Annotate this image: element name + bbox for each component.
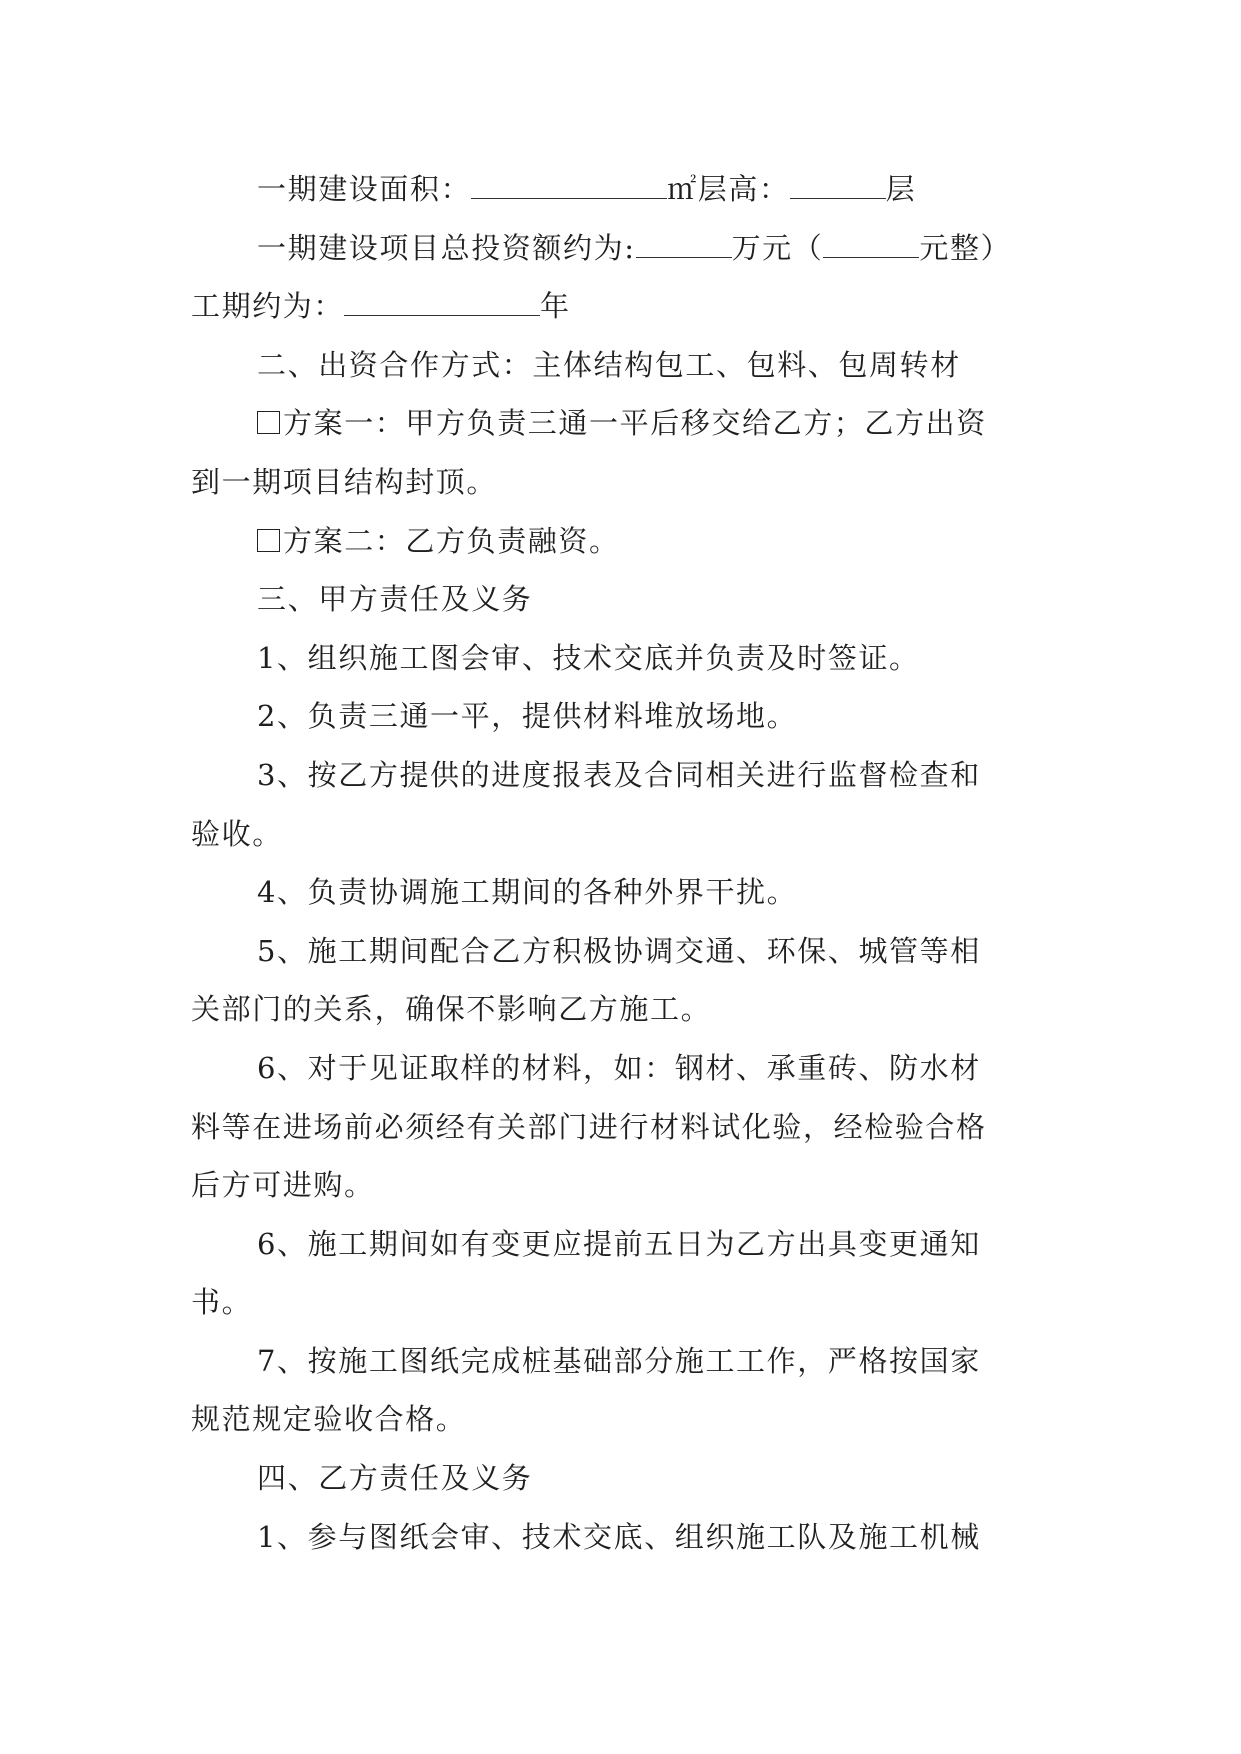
investment-label: 一期建设项目总投资额约为: [257, 230, 636, 265]
party-a-item-6b-continuation: 书。 [191, 1285, 253, 1320]
party-a-item-6-continuation-2: 后方可进购。 [191, 1168, 375, 1203]
option-1-checkbox[interactable] [257, 411, 280, 434]
section-2-heading: 二、出资合作方式：主体结构包工、包料、包周转材 [257, 347, 961, 382]
section-3-heading: 三、甲方责任及义务 [257, 582, 533, 617]
document-body [191, 160, 1051, 1566]
party-a-item-3-continuation: 验收。 [191, 816, 283, 851]
investment-wan-blank-field[interactable] [636, 235, 732, 258]
investment-yuan-unit: 元整） [919, 230, 1012, 265]
floor-unit: 层 [885, 172, 917, 206]
party-a-item-3: 3、按乙方提供的进度报表及合同相关进行监督检查和 [257, 757, 981, 792]
option-2-checkbox[interactable] [257, 529, 280, 552]
investment-wan-unit: 万元（ [731, 230, 824, 265]
section-4-heading: 四、乙方责任及义务 [257, 1461, 533, 1496]
construction-area-line [191, 160, 1051, 219]
party-a-item-6b: 6、施工期间如有变更应提前五日为乙方出具变更通知 [257, 1226, 981, 1261]
party-a-item-1: 1、组织施工图会审、技术交底并负责及时签证。 [257, 640, 920, 675]
duration-blank-field[interactable] [344, 293, 540, 316]
duration-line [191, 277, 1051, 336]
party-a-item-7-continuation: 规范规定验收合格。 [191, 1402, 467, 1437]
party-a-item-5: 5、施工期间配合乙方积极协调交通、环保、城管等相 [257, 933, 981, 968]
area-blank-field[interactable] [471, 176, 667, 199]
party-b-item-1: 1、参与图纸会审、技术交底、组织施工队及施工机械 [257, 1519, 981, 1554]
party-a-item-6-continuation-1: 料等在进场前必须经有关部门进行材料试化验，经检验合格 [191, 1109, 987, 1144]
party-a-item-7: 7、按施工图纸完成桩基础部分施工工作，严格按国家 [257, 1343, 981, 1378]
party-a-item-6: 6、对于见证取样的材料，如：钢材、承重砖、防水材 [257, 1050, 981, 1085]
option-1-line [191, 394, 1051, 453]
party-a-item-5-continuation: 关部门的关系，确保不影响乙方施工。 [191, 992, 712, 1027]
duration-label: 工期约为： [191, 289, 345, 324]
floor-height-label: ㎡层高： [667, 172, 790, 206]
party-a-item-2: 2、负责三通一平，提供材料堆放场地。 [257, 699, 798, 734]
option-1-continuation: 到一期项目结构封顶。 [191, 464, 498, 499]
duration-unit: 年 [540, 289, 571, 324]
floor-blank-field[interactable] [790, 176, 886, 199]
option-1-text: 方案一：甲方负责三通一平后移交给乙方；乙方出资 [283, 406, 987, 441]
investment-yuan-blank-field[interactable] [823, 235, 919, 258]
option-2-text: 方案二：乙方负责融资。 [283, 523, 620, 558]
option-2-line [191, 512, 1051, 571]
investment-line [191, 219, 1051, 278]
party-a-item-4: 4、负责协调施工期间的各种外界干扰。 [257, 875, 798, 910]
area-label: 一期建设面积： [257, 172, 472, 206]
